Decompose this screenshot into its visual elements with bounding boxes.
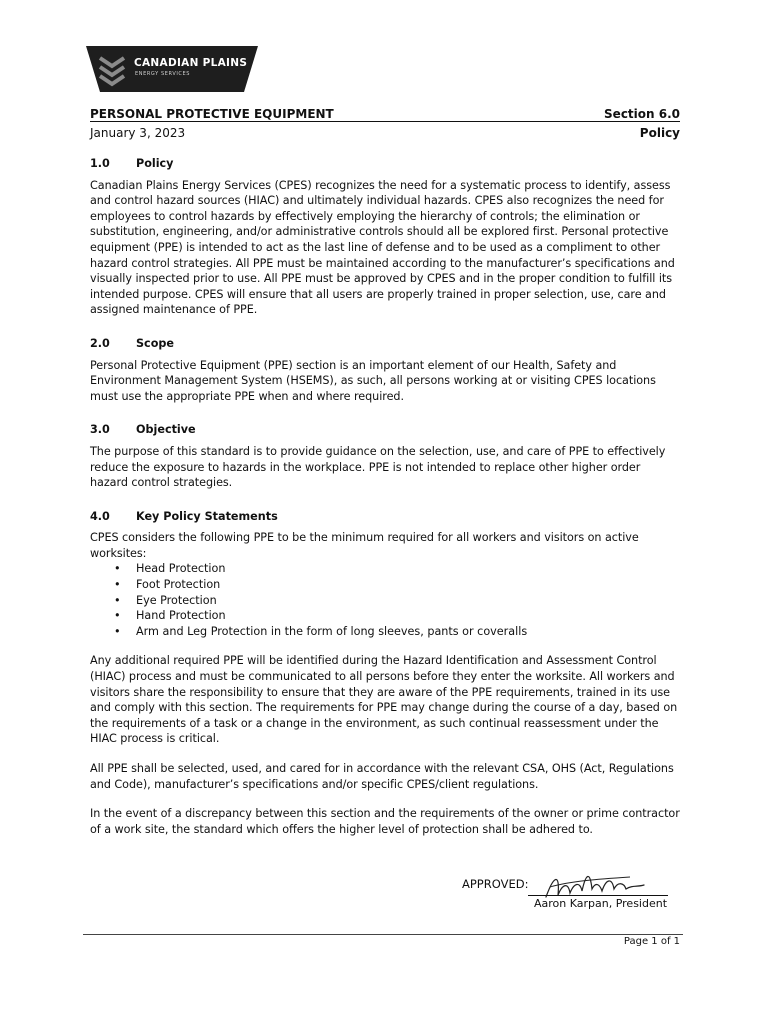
list-item: • Foot Protection xyxy=(90,577,680,593)
section-heading xyxy=(90,509,680,525)
section-key-policy-statements xyxy=(90,509,680,838)
logo-company-name: CANADIAN PLAINS xyxy=(134,57,248,69)
list-item: • Eye Protection xyxy=(90,593,680,609)
logo-badge-shape xyxy=(86,44,258,94)
section-scope xyxy=(90,336,680,404)
list-item: • Arm and Leg Protection in the form of long sleeves, pants or coveralls xyxy=(90,624,680,640)
section-heading-title: Scope xyxy=(136,336,174,350)
section-paragraph: Personal Protective Equipment (PPE) section is an important element of our Health, Safety and Environment Management System (HSEMS), as such, all persons working at or visiting CPES locations must use the appropriate PPE when and where required. xyxy=(90,358,656,403)
section-heading-title: Key Policy Statements xyxy=(136,509,278,523)
logo-company-subtitle: ENERGY SERVICES xyxy=(135,71,191,77)
document-date: January 3, 2023 xyxy=(90,126,186,140)
document-title: PERSONAL PROTECTIVE EQUIPMENT xyxy=(90,107,334,121)
list-item: • Head Protection xyxy=(90,561,680,577)
section-paragraph: Any additional required PPE will be identified during the Hazard Identification and Assessment Control (HIAC) process and must be communicated to all persons before they enter the worksite. All workers and visitors share the responsibility to ensure that they are aware of the PPE requirements, trained in its use and comply with this section. The requirements for PPE may change during the course of a day, based on the requirements of a task or a change in the environment, as such continual reassessment under the HIAC process is critical. xyxy=(90,654,678,746)
page-number: Page 1 of 1 xyxy=(623,936,680,947)
section-heading xyxy=(90,156,680,172)
section-paragraph: The purpose of this standard is to provide guidance on the selection, use, and care of PPE to effectively reduce the exposure to hazards in the workplace. PPE is not intended to replace other higher order hazard control strategies. xyxy=(90,444,666,490)
section-heading xyxy=(90,422,680,438)
section-intro: CPES considers the following PPE to be the minimum required for all workers and visitors on active worksites: xyxy=(90,531,639,560)
section-heading-title: Objective xyxy=(136,423,196,437)
signature-line xyxy=(528,895,668,896)
section-heading-number: 2.0 xyxy=(90,336,110,350)
header-row-2 xyxy=(90,125,680,140)
section-heading-number: 3.0 xyxy=(90,423,110,437)
section-heading-number: 1.0 xyxy=(90,157,110,170)
section-policy xyxy=(90,156,680,318)
approved-label: APPROVED: xyxy=(462,877,529,891)
section-objective xyxy=(90,422,680,490)
approver-name: Aaron Karpan, President xyxy=(534,897,668,910)
section-heading xyxy=(90,336,680,352)
document-header xyxy=(90,106,680,140)
section-paragraph: Canadian Plains Energy Services (CPES) recognizes the need for a systematic process to identify, assess and control hazard sources (HIAC) and ultimately individual hazards. CPES also recognizes the need for employees to control hazards by effectively employing the hierarchy of controls; the elimination or substitution, engineering, and/or administrative controls should all be explored first. Personal protective equipment (PPE) is intended to act as the last line of defense and to be used as a compliment to other hazard control strategies. All PPE must be maintained according to the manufacturer’s specifications and visually inspected prior to use. All PPE must be approved by CPES and in the proper condition to fulfill its intended purpose. CPES will ensure that all users are properly trained in proper selection, use, care and assigned maintenance of PPE. xyxy=(90,178,675,317)
section-heading-number: 4.0 xyxy=(90,509,110,523)
section-number: Section 6.0 xyxy=(604,107,680,121)
section-heading-title: Policy xyxy=(136,157,174,170)
section-paragraph: All PPE shall be selected, used, and cared for in accordance with the relevant CSA, OHS (Act, Regulations and Code), manufacturer’s specifications and/or specific CPES/client regulations. xyxy=(90,762,674,791)
document-type: Policy xyxy=(639,126,680,140)
list-item: • Hand Protection xyxy=(90,608,680,624)
document-body xyxy=(90,156,680,837)
company-logo xyxy=(86,44,258,94)
header-row-1 xyxy=(90,106,680,122)
section-paragraph: In the event of a discrepancy between this section and the requirements of the owner or prime contractor of a work site, the standard which offers the higher level of protection shall be adhered to. xyxy=(90,807,680,836)
footer-divider xyxy=(83,934,683,935)
ppe-bullet-list xyxy=(90,561,680,639)
